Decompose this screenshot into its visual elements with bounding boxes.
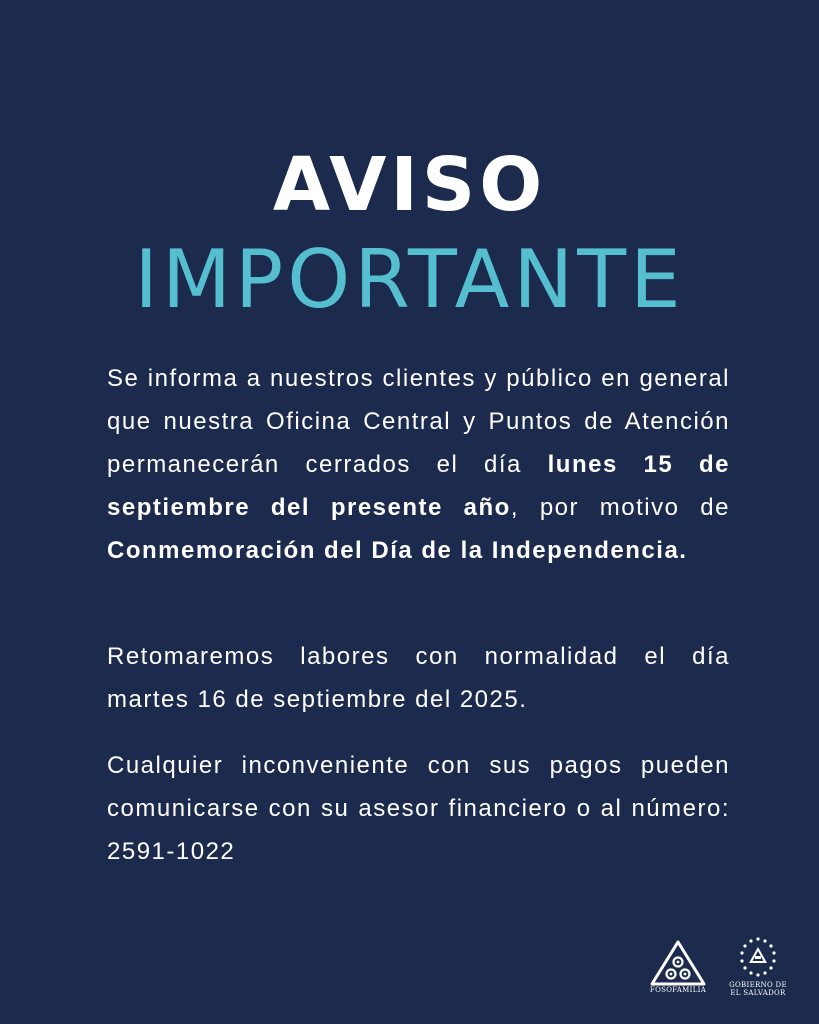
- notice-paragraph-contact: Cualquier inconveniente con sus pagos pueden comunicarse con su asesor financiero o al número: 2591-1022: [107, 752, 730, 865]
- title-aviso: AVISO: [272, 142, 547, 228]
- notice-paragraph-resume: Retomaremos labores con normalidad el día martes 16 de septiembre del 2025.: [107, 643, 730, 713]
- gobierno-label-line1: GOBIERNO DE: [729, 981, 787, 989]
- notice-paragraph-closure: [107, 357, 730, 572]
- fosofamilia-label: FOSOFAMILIA: [649, 986, 707, 994]
- closure-date: lunes 15 de septiembre del presente año: [107, 451, 730, 521]
- title-importante: IMPORTANTE: [134, 233, 685, 326]
- closure-middle-text: , por motivo de: [510, 494, 730, 521]
- closure-reason: Conmemoración del Día de la Independencia.: [107, 537, 688, 564]
- closure-intro-text: Se informa a nuestros clientes y público en general que nuestra Oficina Central y Puntos de Atención permanecerán cerrados el día: [107, 365, 730, 478]
- gobierno-label-line2: EL SALVADOR: [730, 989, 786, 997]
